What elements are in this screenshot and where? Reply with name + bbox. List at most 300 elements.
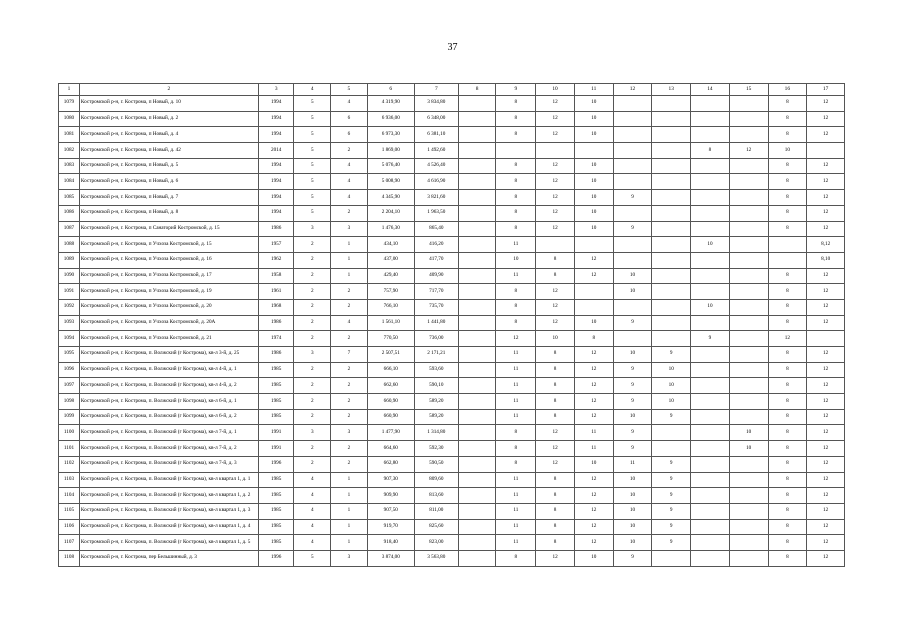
table-cell: 2 bbox=[331, 456, 368, 472]
table-cell: 10 bbox=[613, 347, 652, 363]
address-cell: Костромской р-н, г. Кострома, пер Бельшинный, д. 3 bbox=[79, 550, 258, 566]
table-cell: 2 bbox=[331, 331, 368, 347]
table-cell: 12 bbox=[807, 456, 845, 472]
table-cell: 2 bbox=[331, 205, 368, 221]
table-cell bbox=[458, 472, 496, 488]
table-cell: 1986 bbox=[258, 347, 294, 363]
table-row bbox=[59, 127, 845, 143]
table-cell: 1 bbox=[331, 535, 368, 551]
table-cell bbox=[729, 190, 768, 206]
table-cell: 8 bbox=[536, 394, 575, 410]
table-cell: 12 bbox=[807, 347, 845, 363]
table-cell: 4 bbox=[331, 174, 368, 190]
table-cell bbox=[691, 111, 730, 127]
table-cell: 12 bbox=[574, 488, 613, 504]
table-cell bbox=[729, 237, 768, 253]
table-cell: 1 bbox=[331, 237, 368, 253]
table-cell bbox=[458, 409, 496, 425]
table-cell: 757,90 bbox=[367, 284, 414, 300]
table-cell bbox=[729, 268, 768, 284]
table-row bbox=[59, 519, 845, 535]
table-cell: 12 bbox=[536, 127, 575, 143]
table-cell: 8 bbox=[496, 111, 536, 127]
table-cell: 1985 bbox=[258, 362, 294, 378]
page-number: 37 bbox=[447, 42, 458, 53]
table-cell: 9 bbox=[613, 378, 652, 394]
table-cell: 8 bbox=[496, 221, 536, 237]
table-cell: 12 bbox=[807, 550, 845, 566]
table-cell: 12 bbox=[536, 205, 575, 221]
table-cell: 2 bbox=[294, 252, 331, 268]
address-cell: Костромской р-н, г. Кострома, п Новый, д. 5 bbox=[79, 158, 258, 174]
table-cell bbox=[458, 284, 496, 300]
table-cell: 8 bbox=[536, 362, 575, 378]
table-cell: 9 bbox=[613, 190, 652, 206]
table-cell: 11 bbox=[574, 425, 613, 441]
table-cell: 4 bbox=[294, 472, 331, 488]
address-cell: Костромской р-н, г. Кострома, п Учхоза Костромской, д. 19 bbox=[79, 284, 258, 300]
table-cell: 3 874,00 bbox=[367, 550, 414, 566]
table-cell: 12 bbox=[807, 378, 845, 394]
table-cell: 5 bbox=[294, 205, 331, 221]
table-cell: 11 bbox=[496, 535, 536, 551]
table-cell: 409,90 bbox=[414, 268, 458, 284]
table-row bbox=[59, 425, 845, 441]
table-cell bbox=[729, 488, 768, 504]
row-number-cell: 1101 bbox=[59, 441, 80, 457]
table-cell: 8 bbox=[496, 550, 536, 566]
table-cell bbox=[652, 425, 691, 441]
table-row bbox=[59, 535, 845, 551]
table-cell: 9 bbox=[652, 519, 691, 535]
address-cell: Костромской р-н, г. Кострома, п. Волжский (г Кострома), кв-л 3-й, д. 25 bbox=[79, 347, 258, 363]
table-cell bbox=[691, 488, 730, 504]
table-cell bbox=[613, 237, 652, 253]
table-cell: 8 bbox=[768, 347, 807, 363]
table-cell: 9 bbox=[613, 221, 652, 237]
table-cell bbox=[613, 158, 652, 174]
table-cell bbox=[458, 205, 496, 221]
table-cell: 2 204,10 bbox=[367, 205, 414, 221]
row-number-cell: 1094 bbox=[59, 331, 80, 347]
table-cell: 1958 bbox=[258, 268, 294, 284]
column-number-cell: 13 bbox=[652, 84, 691, 96]
table-cell: 11 bbox=[496, 237, 536, 253]
table-cell: 8 bbox=[768, 158, 807, 174]
table-cell: 12 bbox=[807, 488, 845, 504]
table-cell: 10 bbox=[613, 488, 652, 504]
table-cell: 10 bbox=[729, 425, 768, 441]
table-cell: 4 345,90 bbox=[367, 190, 414, 206]
table-cell bbox=[613, 96, 652, 112]
table-cell: 809,60 bbox=[414, 472, 458, 488]
table-cell bbox=[652, 237, 691, 253]
table-cell bbox=[691, 519, 730, 535]
table-cell: 12 bbox=[574, 268, 613, 284]
table-cell: 9 bbox=[652, 472, 691, 488]
table-cell bbox=[729, 158, 768, 174]
row-number-cell: 1095 bbox=[59, 347, 80, 363]
table-cell: 12 bbox=[807, 174, 845, 190]
table-cell: 10 bbox=[691, 299, 730, 315]
table-cell: 12 bbox=[536, 221, 575, 237]
table-cell bbox=[652, 174, 691, 190]
table-cell: 907,50 bbox=[367, 503, 414, 519]
table-cell: 1985 bbox=[258, 488, 294, 504]
table-cell bbox=[536, 237, 575, 253]
column-number-cell: 15 bbox=[729, 84, 768, 96]
address-cell: Костромской р-н, г. Кострома, п. Волжский (г Кострома), кв-л 6-й, д. 2 bbox=[79, 409, 258, 425]
table-cell bbox=[458, 190, 496, 206]
column-number-cell: 1 bbox=[59, 84, 80, 96]
row-number-cell: 1100 bbox=[59, 425, 80, 441]
table-cell: 12 bbox=[574, 409, 613, 425]
column-number-cell: 3 bbox=[258, 84, 294, 96]
table-cell: 9 bbox=[613, 362, 652, 378]
table-cell: 10 bbox=[574, 174, 613, 190]
table-cell bbox=[729, 503, 768, 519]
table-cell: 11 bbox=[496, 503, 536, 519]
table-cell: 8 bbox=[768, 425, 807, 441]
table-cell: 1985 bbox=[258, 409, 294, 425]
table-cell: 3 821,60 bbox=[414, 190, 458, 206]
table-cell: 12 bbox=[536, 425, 575, 441]
table-cell: 434,10 bbox=[367, 237, 414, 253]
column-number-cell: 17 bbox=[807, 84, 845, 96]
table-cell: 2 bbox=[331, 409, 368, 425]
table-cell: 6 bbox=[331, 111, 368, 127]
table-cell: 4 bbox=[294, 519, 331, 535]
table-cell: 1 963,50 bbox=[414, 205, 458, 221]
column-number-cell: 5 bbox=[331, 84, 368, 96]
row-number-cell: 1093 bbox=[59, 315, 80, 331]
table-cell: 10 bbox=[691, 237, 730, 253]
table-cell bbox=[458, 237, 496, 253]
table-cell: 10 bbox=[613, 472, 652, 488]
table-cell: 3 bbox=[331, 425, 368, 441]
table-cell bbox=[613, 252, 652, 268]
table-cell: 8 bbox=[536, 378, 575, 394]
table-cell: 1 bbox=[331, 519, 368, 535]
table-row bbox=[59, 111, 845, 127]
table-cell bbox=[458, 550, 496, 566]
table-cell bbox=[691, 378, 730, 394]
table-cell: 12 bbox=[536, 456, 575, 472]
table-cell: 10 bbox=[574, 127, 613, 143]
address-cell: Костромской р-н, г. Кострома, п Новый, д. 4 bbox=[79, 127, 258, 143]
row-number-cell: 1104 bbox=[59, 488, 80, 504]
table-cell bbox=[652, 331, 691, 347]
table-cell: 10 bbox=[536, 331, 575, 347]
address-cell: Костромской р-н, г. Кострома, п Учхоза Костромской, д. 16 bbox=[79, 252, 258, 268]
table-cell: 5 bbox=[294, 190, 331, 206]
table-cell: 9 bbox=[652, 409, 691, 425]
table-cell: 2 bbox=[331, 284, 368, 300]
table-cell: 10 bbox=[652, 362, 691, 378]
table-cell: 8 bbox=[768, 111, 807, 127]
table-cell bbox=[729, 519, 768, 535]
row-number-cell: 1086 bbox=[59, 205, 80, 221]
table-cell bbox=[496, 143, 536, 159]
table-row bbox=[59, 378, 845, 394]
column-number-cell: 2 bbox=[79, 84, 258, 96]
column-number-cell: 14 bbox=[691, 84, 730, 96]
table-cell: 11 bbox=[496, 347, 536, 363]
table-cell: 12 bbox=[807, 158, 845, 174]
table-cell bbox=[691, 503, 730, 519]
table-cell: 660,90 bbox=[367, 409, 414, 425]
table-row bbox=[59, 205, 845, 221]
table-cell: 3 bbox=[294, 221, 331, 237]
table-cell bbox=[652, 268, 691, 284]
address-cell: Костромской р-н, г. Кострома, п Новый, д. 6 bbox=[79, 174, 258, 190]
table-cell bbox=[691, 347, 730, 363]
table-cell: 1 441,80 bbox=[414, 315, 458, 331]
table-cell: 662,60 bbox=[367, 378, 414, 394]
table-cell: 10 bbox=[613, 535, 652, 551]
table-cell: 8 bbox=[768, 221, 807, 237]
table-cell bbox=[458, 425, 496, 441]
table-cell bbox=[652, 143, 691, 159]
row-number-cell: 1103 bbox=[59, 472, 80, 488]
table-cell: 10 bbox=[613, 284, 652, 300]
table-cell: 9 bbox=[691, 331, 730, 347]
table-cell: 12 bbox=[807, 409, 845, 425]
table-cell: 5 bbox=[294, 550, 331, 566]
table-cell: 11 bbox=[574, 441, 613, 457]
table-cell bbox=[691, 221, 730, 237]
row-number-cell: 1096 bbox=[59, 362, 80, 378]
table-cell: 1961 bbox=[258, 284, 294, 300]
table-cell: 1 bbox=[331, 472, 368, 488]
table-cell bbox=[458, 347, 496, 363]
table-cell: 593,60 bbox=[414, 362, 458, 378]
table-cell: 5 bbox=[294, 174, 331, 190]
table-cell: 10 bbox=[613, 409, 652, 425]
table-cell: 4 bbox=[331, 190, 368, 206]
table-cell: 8,12 bbox=[807, 237, 845, 253]
table-cell: 1985 bbox=[258, 519, 294, 535]
table-cell: 907,30 bbox=[367, 472, 414, 488]
table-cell bbox=[729, 299, 768, 315]
table-cell bbox=[458, 158, 496, 174]
table-cell: 429,40 bbox=[367, 268, 414, 284]
address-cell: Костромской р-н, г. Кострома, п. Волжский (г Кострома), кв-л квартал 1, д. 4 bbox=[79, 519, 258, 535]
table-cell: 11 bbox=[496, 268, 536, 284]
table-cell: 592,30 bbox=[414, 441, 458, 457]
table-cell bbox=[458, 456, 496, 472]
column-number-cell: 10 bbox=[536, 84, 575, 96]
table-cell: 2 bbox=[294, 456, 331, 472]
table-cell: 12 bbox=[574, 378, 613, 394]
table-cell bbox=[729, 409, 768, 425]
table-cell: 10 bbox=[768, 143, 807, 159]
table-row bbox=[59, 331, 845, 347]
table-cell bbox=[613, 299, 652, 315]
table-cell: 8 bbox=[496, 456, 536, 472]
table-cell bbox=[458, 127, 496, 143]
table-cell: 12 bbox=[768, 331, 807, 347]
table-cell bbox=[458, 174, 496, 190]
table-cell bbox=[652, 205, 691, 221]
address-cell: Костромской р-н, г. Кострома, п. Волжский (г Кострома), кв-л квартал 1, д. 1 bbox=[79, 472, 258, 488]
table-cell: 9 bbox=[652, 535, 691, 551]
table-cell: 2 bbox=[294, 409, 331, 425]
column-number-cell: 6 bbox=[367, 84, 414, 96]
table-cell bbox=[574, 299, 613, 315]
table-cell: 823,00 bbox=[414, 535, 458, 551]
table-cell: 12 bbox=[807, 111, 845, 127]
table-cell: 2 bbox=[331, 362, 368, 378]
table-cell bbox=[807, 331, 845, 347]
table-cell: 12 bbox=[807, 221, 845, 237]
table-cell: 11 bbox=[496, 362, 536, 378]
table-cell: 8 bbox=[536, 503, 575, 519]
table-cell: 12 bbox=[807, 315, 845, 331]
table-cell: 6 381,10 bbox=[414, 127, 458, 143]
table-cell: 909,90 bbox=[367, 488, 414, 504]
table-cell: 1994 bbox=[258, 127, 294, 143]
table-cell: 8 bbox=[536, 409, 575, 425]
table-cell: 2 bbox=[294, 441, 331, 457]
address-cell: Костромской р-н, г. Кострома, п Новый, д. 2 bbox=[79, 111, 258, 127]
table-cell: 1 561,10 bbox=[367, 315, 414, 331]
table-cell: 8 bbox=[496, 96, 536, 112]
table-cell: 3 bbox=[294, 347, 331, 363]
table-cell: 5 bbox=[294, 143, 331, 159]
table-cell bbox=[458, 441, 496, 457]
table-cell: 12 bbox=[807, 190, 845, 206]
table-cell bbox=[691, 205, 730, 221]
table-cell: 766,10 bbox=[367, 299, 414, 315]
table-cell: 4 bbox=[331, 158, 368, 174]
table-cell: 865,40 bbox=[414, 221, 458, 237]
row-number-cell: 1079 bbox=[59, 96, 80, 112]
row-number-cell: 1091 bbox=[59, 284, 80, 300]
column-number-row bbox=[59, 84, 845, 96]
table-cell bbox=[652, 111, 691, 127]
row-number-cell: 1102 bbox=[59, 456, 80, 472]
table-cell: 2 bbox=[331, 441, 368, 457]
table-cell: 2 bbox=[294, 315, 331, 331]
table-cell: 12 bbox=[807, 205, 845, 221]
housing-registry-table bbox=[58, 83, 845, 567]
table-cell bbox=[807, 143, 845, 159]
address-cell: Костромской р-н, г. Кострома, п. Волжский (г Кострома), кв-л 7-й, д. 1 bbox=[79, 425, 258, 441]
table-cell: 12 bbox=[807, 268, 845, 284]
row-number-cell: 1088 bbox=[59, 237, 80, 253]
table-cell: 919,70 bbox=[367, 519, 414, 535]
table-cell: 8 bbox=[768, 488, 807, 504]
table-cell bbox=[458, 252, 496, 268]
table-cell bbox=[691, 441, 730, 457]
table-cell bbox=[652, 158, 691, 174]
table-cell: 8 bbox=[536, 535, 575, 551]
table-cell bbox=[458, 331, 496, 347]
table-cell: 2 bbox=[331, 394, 368, 410]
address-cell: Костромской р-н, г. Кострома, п. Волжский (г Кострома), кв-л квартал 1, д. 5 bbox=[79, 535, 258, 551]
table-cell: 4 bbox=[294, 503, 331, 519]
table-cell: 1994 bbox=[258, 174, 294, 190]
table-cell bbox=[652, 315, 691, 331]
column-number-cell: 7 bbox=[414, 84, 458, 96]
table-row bbox=[59, 456, 845, 472]
table-cell: 9 bbox=[613, 315, 652, 331]
table-cell: 664,60 bbox=[367, 441, 414, 457]
table-cell bbox=[729, 472, 768, 488]
table-cell: 8 bbox=[768, 409, 807, 425]
table-cell bbox=[652, 284, 691, 300]
table-cell: 4 bbox=[331, 96, 368, 112]
table-cell: 12 bbox=[807, 519, 845, 535]
table-cell: 1985 bbox=[258, 394, 294, 410]
table-cell: 1996 bbox=[258, 456, 294, 472]
table-cell: 12 bbox=[536, 96, 575, 112]
table-cell bbox=[729, 284, 768, 300]
table-cell: 10 bbox=[574, 550, 613, 566]
row-number-cell: 1107 bbox=[59, 535, 80, 551]
table-cell: 8 bbox=[496, 190, 536, 206]
table-cell: 8 bbox=[768, 315, 807, 331]
table-cell: 8 bbox=[496, 205, 536, 221]
table-cell: 8 bbox=[768, 96, 807, 112]
table-cell: 12 bbox=[536, 284, 575, 300]
table-cell: 2 171,21 bbox=[414, 347, 458, 363]
table-cell: 8 bbox=[768, 550, 807, 566]
table-cell: 5 bbox=[294, 158, 331, 174]
table-cell: 1 bbox=[331, 252, 368, 268]
table-cell: 8 bbox=[496, 441, 536, 457]
table-row bbox=[59, 96, 845, 112]
table-cell: 8 bbox=[768, 519, 807, 535]
table-cell bbox=[652, 299, 691, 315]
table-cell: 12 bbox=[807, 425, 845, 441]
table-cell: 1996 bbox=[258, 550, 294, 566]
table-cell bbox=[691, 127, 730, 143]
table-cell: 12 bbox=[536, 174, 575, 190]
table-cell: 12 bbox=[807, 472, 845, 488]
address-cell: Костромской р-н, г. Кострома, п. Волжский (г Кострома), кв-л 6-й, д. 1 bbox=[79, 394, 258, 410]
table-cell bbox=[691, 550, 730, 566]
table-cell: 6 936,00 bbox=[367, 111, 414, 127]
table-row bbox=[59, 315, 845, 331]
table-cell bbox=[729, 456, 768, 472]
table-cell bbox=[652, 550, 691, 566]
table-cell: 1994 bbox=[258, 190, 294, 206]
table-cell bbox=[458, 378, 496, 394]
table-cell bbox=[652, 441, 691, 457]
table-cell: 8 bbox=[768, 535, 807, 551]
table-cell: 1 bbox=[331, 268, 368, 284]
table-cell bbox=[613, 143, 652, 159]
table-row bbox=[59, 237, 845, 253]
address-cell: Костромской р-н, г. Кострома, п Учхоза Костромской, д. 15 bbox=[79, 237, 258, 253]
table-cell: 12 bbox=[536, 190, 575, 206]
table-cell bbox=[691, 174, 730, 190]
table-cell: 8 bbox=[768, 268, 807, 284]
table-cell: 6 bbox=[331, 127, 368, 143]
table-cell bbox=[691, 409, 730, 425]
table-cell: 12 bbox=[536, 550, 575, 566]
table-cell: 417,70 bbox=[414, 252, 458, 268]
table-cell: 8 bbox=[496, 127, 536, 143]
table-cell: 12 bbox=[536, 441, 575, 457]
table-cell: 12 bbox=[574, 362, 613, 378]
table-cell: 12 bbox=[807, 284, 845, 300]
table-cell: 1986 bbox=[258, 315, 294, 331]
table-cell: 1974 bbox=[258, 331, 294, 347]
table-cell: 9 bbox=[613, 394, 652, 410]
